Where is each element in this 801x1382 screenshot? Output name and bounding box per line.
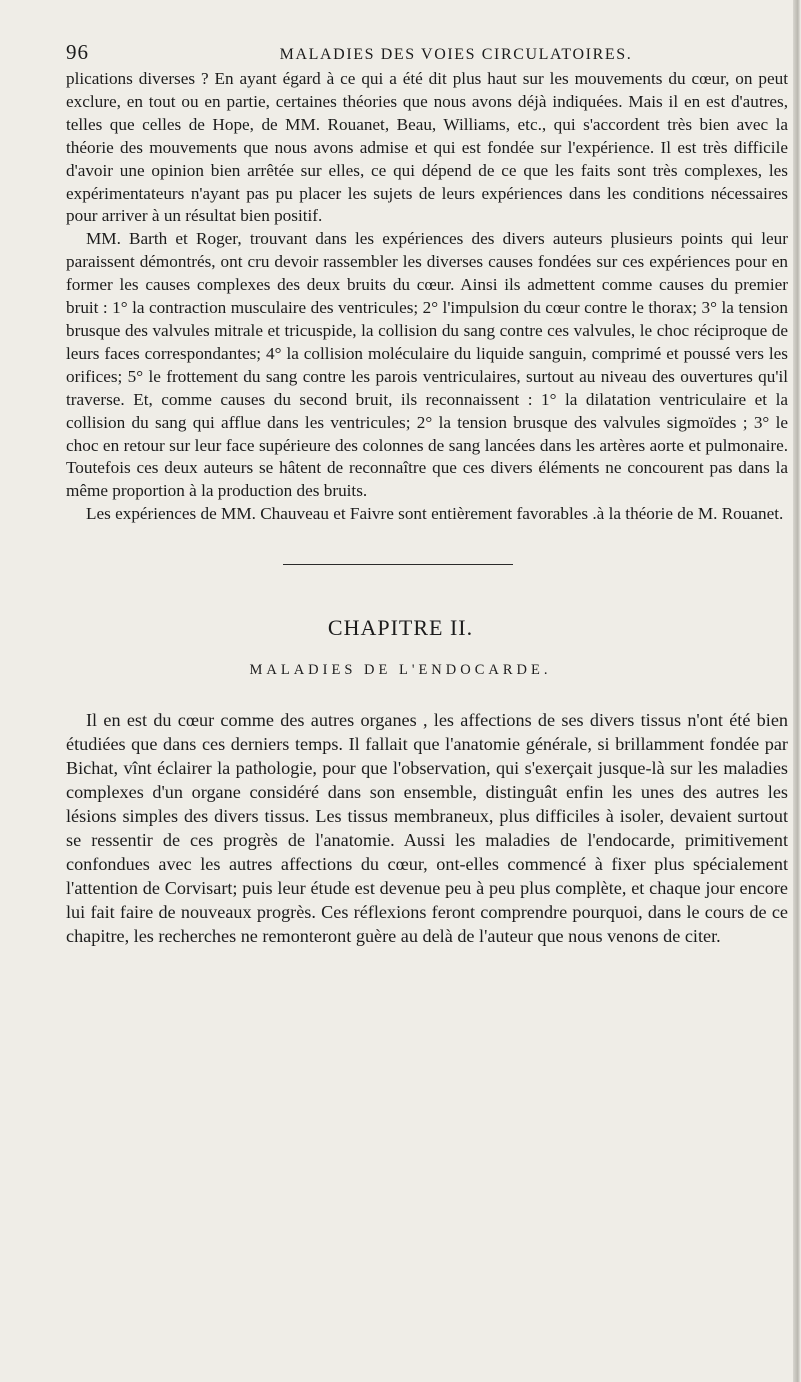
section-text-before-chapter (66, 68, 788, 526)
paragraph-endocarde-intro: Il en est du cœur comme des autres organes , les affections de ses divers tissus n'ont été bien étudiées que dans ces derniers temps. Il fallait que l'anatomie générale, si brillamment fondée par Bichat, vînt éclairer la pathologie, pour que l'observation, qui s'exerçait jusque-là sur les maladies complexes d'un organe considéré dans son ensemble, distinguât enfin les unes des autres les lésions simples des divers tissus. Les tissus membraneux, plus difficiles à isoler, devaient surtout se ressentir de ces progrès de l'anatomie. Aussi les maladies de l'endocarde, primitivement confondues avec les autres affections du cœur, ont-elles commencé à fixer plus spécialement l'attention de Corvisart; puis leur étude est devenue peu à peu plus complète, et chaque jour encore lui fait faire de nouveaux progrès. Ces réflexions feront comprendre pourquoi, dans le cours de ce chapitre, les recherches ne remonteront guère au delà de l'auteur que nous venons de citer. (66, 710, 788, 946)
paragraph-barth-roger: MM. Barth et Roger, trouvant dans les expériences des divers auteurs plusieurs points qui leur paraissent démontrés, ont cru devoir rassembler les diverses causes fondées sur ces expériences pour en former les causes complexes des deux bruits du cœur. Ainsi ils admettent comme causes du premier bruit : 1° la contraction musculaire des ventricules; 2° l'impulsion du cœur contre le thorax; 3° la tension brusque des valvules mitrale et tricuspide, la collision du sang contre ces valvules, le choc réciproque de leurs faces correspondantes; 4° la collision moléculaire du liquide sanguin, comprimé et poussé vers les orifices; 5° le frottement du sang contre les parois ventriculaires, surtout au niveau des ouvertures qu'il traverse. Et, comme causes du second bruit, ils reconnaissent : 1° la dilatation ventriculaire et la collision du sang qui afflue dans les ventricules; 2° la tension brusque des valvules sigmoïdes ; 3° le choc en retour sur leur face supérieure des colonnes de sang lancées dans les artères aorte et pulmonaire. Toutefois ces deux auteurs se hâtent de reconnaître que ces divers éléments ne concourent pas dans la même proportion à la production des bruits. (66, 229, 788, 501)
paragraph-chauveau-faivre: Les expériences de MM. Chauveau et Faivre sont entièrement favorables .à la théorie de M. Rouanet. (86, 504, 784, 524)
chapter-title: CHAPITRE II. (327, 615, 474, 640)
chapter-opening-text (66, 708, 788, 948)
chapter-subtitle: MALADIES DE L'ENDOCARDE. (249, 662, 552, 678)
section-divider (283, 564, 513, 565)
paragraph-continuation: plications diverses ? En ayant égard à ce qui a été dit plus haut sur les mouvements du cœur, on peut exclure, en tout ou en partie, certaines théories que nous avons déjà indiquées. Mais il en est d'autres, telles que celles de Hope, de MM. Rouanet, Beau, Williams, etc., qui s'accordent très bien avec la théorie des mouvements que nous avons admise et qui est fondée sur l'expérience. Il est très difficile d'avoir une opinion bien arrêtée sur elles, ce qui dépend de ce que les faits sont très complexes, les expérimentateurs n'ayant pas pu placer les sujets de leurs expériences dans les conditions nécessaires pour arriver à un résultat bien positif. (66, 69, 788, 226)
running-title: MALADIES DES VOIES CIRCULATOIRES. (279, 46, 633, 63)
page-number: 96 (66, 40, 89, 64)
page-header (66, 40, 786, 66)
page-edge-shadow (793, 0, 801, 1382)
